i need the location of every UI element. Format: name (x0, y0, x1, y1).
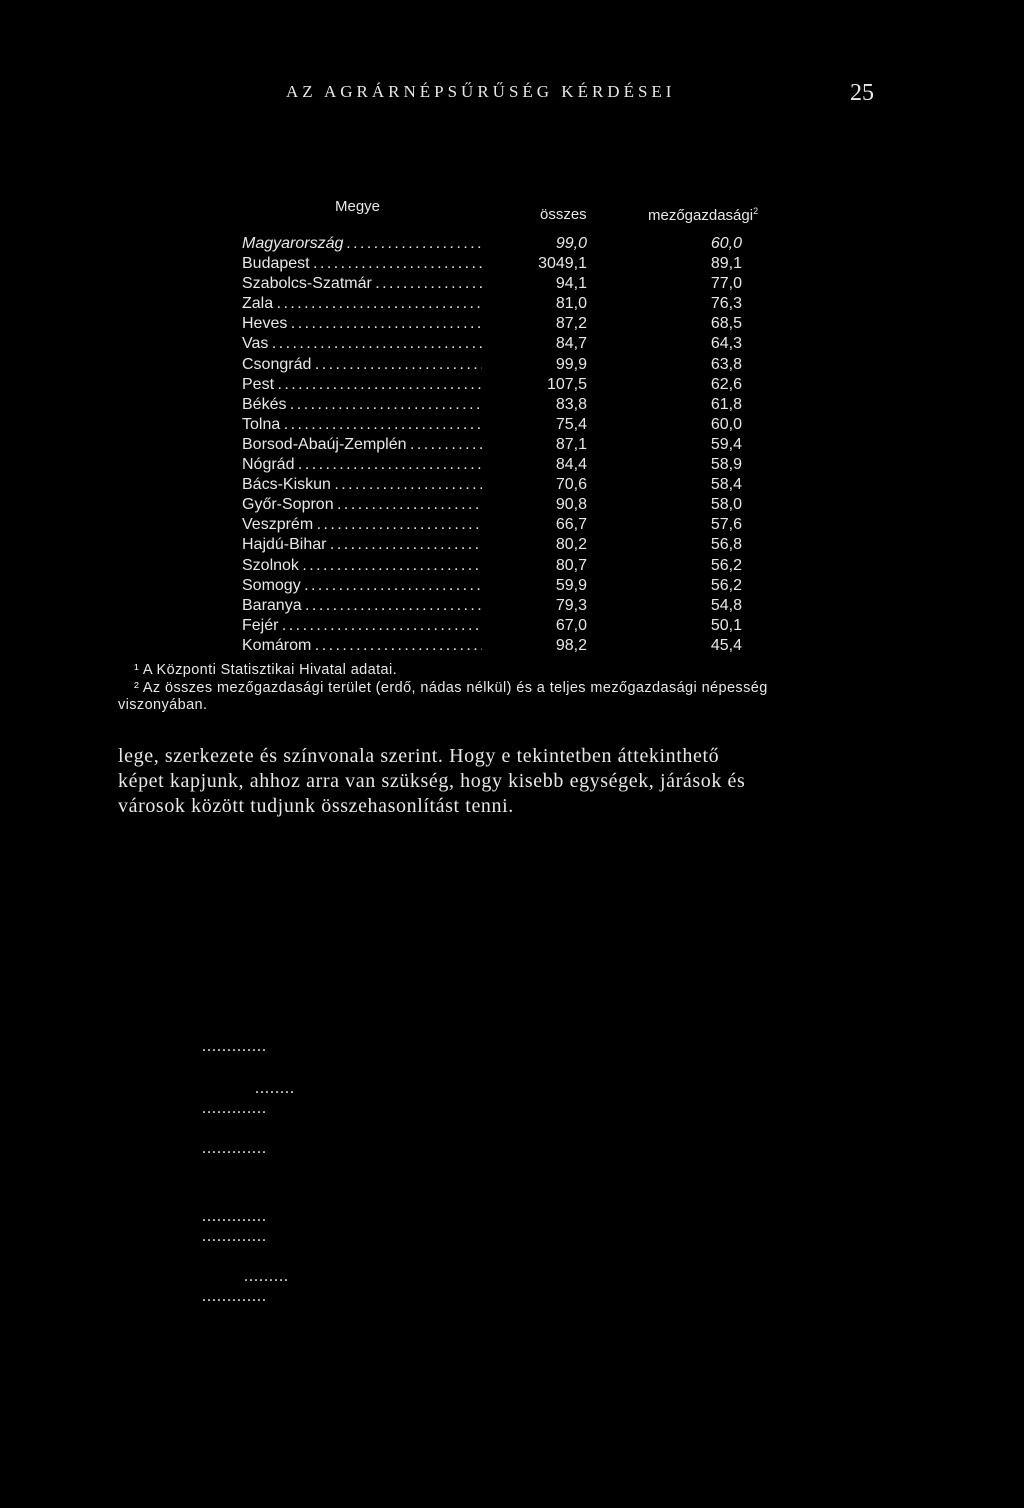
total-density: 84,7 (555, 335, 587, 353)
table-row (242, 576, 742, 596)
table-row (242, 475, 742, 495)
footnote-2-continued: viszonyában. (118, 697, 208, 713)
agricultural-density: 61,8 (710, 395, 742, 413)
table-row (242, 636, 742, 656)
total-density: 99,0 (555, 235, 587, 252)
table-row (242, 294, 742, 314)
table-row (242, 455, 742, 475)
agricultural-density: 62,6 (710, 375, 742, 393)
footnote-1: ¹ A Központi Statisztikai Hivatal adatai. (134, 662, 398, 678)
agricultural-density: 58,4 (710, 476, 742, 494)
footnote-marker: 2 (753, 206, 759, 216)
total-density: 90,8 (555, 496, 587, 514)
county-name: Csongrád . . . (242, 355, 482, 375)
county-name: Zala . . . (242, 294, 482, 314)
agricultural-density: 77,0 (710, 275, 742, 293)
column-header-county: Megye (335, 198, 381, 215)
county-name: Magyarország . . . (242, 234, 482, 254)
agricultural-density: 59,4 (710, 435, 742, 453)
agricultural-density: 56,8 (710, 536, 742, 554)
total-density: 94,1 (555, 275, 587, 293)
total-density: 80,2 (555, 536, 587, 554)
county-name: Fejér . . . (242, 616, 482, 636)
dot-leader: ............. (202, 1208, 267, 1225)
total-density: 87,1 (555, 435, 587, 453)
total-density: 59,9 (555, 576, 587, 594)
county-name: Vas . . . (242, 334, 482, 354)
county-name: Veszprém . . . (242, 515, 482, 535)
total-density: 70,6 (555, 476, 587, 494)
agricultural-density: 57,6 (710, 516, 742, 534)
footnote-2: ² Az összes mezőgazdasági terület (erdő, nádas nélkül) és a teljes mezőgazdasági népesség (134, 680, 768, 696)
agricultural-density: 56,2 (710, 556, 742, 574)
table-row (242, 274, 742, 294)
dot-leader: ............. (202, 1228, 267, 1245)
table-row (242, 415, 742, 435)
table-row (242, 556, 742, 576)
agricultural-density: 58,9 (710, 456, 742, 474)
total-density: 83,8 (555, 395, 587, 413)
column-header-agricultural-label: mezőgazdasági (648, 207, 754, 224)
agricultural-density: 45,4 (710, 636, 742, 654)
total-density: 3049,1 (538, 255, 587, 273)
county-name: Budapest . . . (242, 254, 482, 274)
total-density: 99,9 (555, 355, 587, 373)
total-density: 107,5 (546, 375, 587, 393)
agricultural-density: 64,3 (710, 335, 742, 353)
agricultural-density: 68,5 (710, 315, 742, 333)
table-row (242, 355, 742, 375)
agricultural-density: 50,1 (710, 616, 742, 634)
table-row (242, 234, 742, 254)
table-row (242, 435, 742, 455)
agricultural-density: 56,2 (710, 576, 742, 594)
agricultural-density: 54,8 (710, 596, 742, 614)
county-name: Somogy . . . (242, 576, 482, 596)
agricultural-density: 60,0 (710, 415, 742, 433)
total-density: 75,4 (555, 415, 587, 433)
column-header-agricultural (648, 206, 758, 224)
agricultural-density: 89,1 (710, 255, 742, 273)
agricultural-density: 60,0 (710, 235, 742, 252)
total-density: 80,7 (555, 556, 587, 574)
table-row (242, 334, 742, 354)
county-name: Baranya . . . (242, 596, 482, 616)
county-name: Szolnok . . . (242, 556, 482, 576)
table-row (242, 314, 742, 334)
dot-leader: ............. (202, 1288, 267, 1305)
table-row (242, 254, 742, 274)
county-name: Nógrád . . . (242, 455, 482, 475)
dot-leader: ........ (255, 1080, 295, 1097)
dot-leader: ......... (244, 1268, 289, 1285)
body-line: városok között tudjunk összehasonlítást tenni. (118, 795, 514, 817)
county-name: Bács-Kiskun . . . (242, 475, 482, 495)
county-name: Pest . . . (242, 375, 482, 395)
column-header-total: összes (540, 206, 587, 223)
agricultural-density: 58,0 (710, 496, 742, 514)
county-name: Heves . . . (242, 314, 482, 334)
agricultural-density: 63,8 (710, 355, 742, 373)
table-row (242, 616, 742, 636)
dot-leader: ............. (202, 1100, 267, 1117)
total-density: 87,2 (555, 315, 587, 333)
dot-leader: ............. (202, 1140, 267, 1157)
county-name: Hajdú-Bihar . . . (242, 535, 482, 555)
county-name: Győr-Sopron . . . (242, 495, 482, 515)
dot-leader: ............. (202, 1038, 267, 1055)
table-row (242, 515, 742, 535)
total-density: 66,7 (555, 516, 587, 534)
density-table (242, 234, 742, 656)
table-row (242, 495, 742, 515)
table-row (242, 395, 742, 415)
total-density: 67,0 (555, 616, 587, 634)
agricultural-density: 76,3 (710, 295, 742, 313)
total-density: 84,4 (555, 456, 587, 474)
total-density: 98,2 (555, 636, 587, 654)
total-density: 81,0 (555, 295, 587, 313)
table-row (242, 375, 742, 395)
running-head: AZ AGRÁRNÉPSŰRŰSÉG KÉRDÉSEI (286, 82, 676, 101)
table-row (242, 535, 742, 555)
body-line: képet kapjunk, ahhoz arra van szükség, hogy kisebb egységek, járások és (118, 770, 746, 792)
county-name: Komárom . . . (242, 636, 482, 656)
table-row (242, 596, 742, 616)
body-line: lege, szerkezete és színvonala szerint. Hogy e tekintetben áttekinthető (118, 745, 720, 767)
total-density: 79,3 (555, 596, 587, 614)
county-name: Békés . . . (242, 395, 482, 415)
county-name: Szabolcs-Szatmár . . . (242, 274, 482, 294)
page-number: 25 (850, 80, 874, 106)
body-paragraph (118, 744, 888, 819)
county-name: Tolna . . . (242, 415, 482, 435)
county-name: Borsod-Abaúj-Zemplén . . . (242, 435, 482, 455)
